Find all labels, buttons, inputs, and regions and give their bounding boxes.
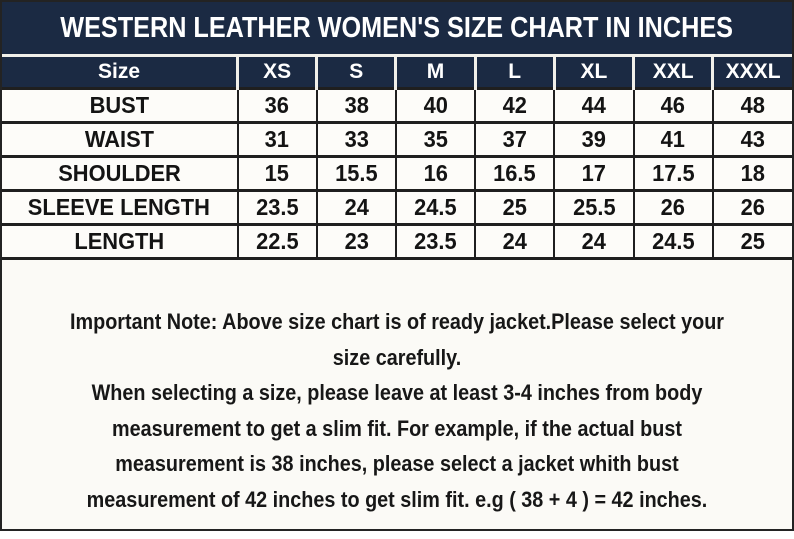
row-label	[2, 89, 238, 123]
table-cell	[396, 191, 475, 225]
table-cell	[238, 225, 317, 259]
table-cell	[634, 225, 713, 259]
cell-value: 37	[502, 126, 527, 152]
cell-value: 24.5	[651, 228, 695, 254]
table-cell	[238, 157, 317, 191]
cell-value: 24	[344, 194, 369, 220]
table-cell	[554, 157, 633, 191]
header-cell-size: Size	[2, 57, 238, 89]
chart-title-bar	[2, 2, 792, 57]
row-label	[2, 123, 238, 157]
cell-value: 41	[660, 126, 686, 152]
table-cell	[475, 191, 554, 225]
table-cell	[238, 89, 317, 123]
table-cell	[634, 157, 713, 191]
cell-value: 44	[581, 92, 607, 118]
table-cell	[238, 191, 317, 225]
note-line-1: Important Note: Above size chart is of ready jacket.Please select your	[69, 309, 724, 334]
important-note	[2, 304, 792, 517]
cell-value: 18	[740, 160, 766, 186]
table-cell	[713, 123, 792, 157]
table-row-sleeve-length	[2, 191, 792, 225]
row-label	[2, 157, 238, 191]
row-label	[2, 225, 238, 259]
header-cell-xl: XL	[554, 57, 633, 89]
cell-value: 38	[344, 92, 369, 118]
cell-value: 36	[264, 92, 290, 118]
table-row-waist	[2, 123, 792, 157]
table-cell	[554, 89, 633, 123]
table-cell	[554, 123, 633, 157]
cell-value: 43	[740, 126, 766, 152]
table-cell	[317, 89, 396, 123]
note-line-2: size carefully.	[332, 344, 462, 370]
chart-title: WESTERN LEATHER WOMEN'S SIZE CHART IN INCHES	[60, 11, 734, 44]
table-cell	[238, 123, 317, 157]
table-cell	[317, 191, 396, 225]
table-cell	[475, 225, 554, 259]
table-cell	[396, 123, 475, 157]
row-label-text: WAIST	[84, 126, 154, 152]
cell-value: 26	[660, 194, 686, 220]
cell-value: 42	[502, 92, 527, 118]
cell-value: 31	[264, 126, 290, 152]
cell-value: 23	[344, 228, 369, 254]
header-cell-xs: XS	[238, 57, 317, 89]
table-cell	[396, 89, 475, 123]
cell-value: 16.5	[493, 160, 536, 186]
cell-value: 15.5	[335, 160, 378, 186]
cell-value: 24	[581, 228, 607, 254]
table-row-shoulder	[2, 157, 792, 191]
table-cell	[713, 89, 792, 123]
row-label	[2, 191, 238, 225]
table-cell	[713, 225, 792, 259]
size-table-body	[2, 89, 792, 259]
cell-value: 25	[502, 194, 527, 220]
note-line-5: measurement is 38 inches, please select a jacket whith bust	[115, 451, 679, 476]
row-label-text: SLEEVE LENGTH	[28, 194, 211, 220]
cell-value: 15	[264, 160, 290, 186]
cell-value: 48	[740, 92, 766, 118]
table-cell	[317, 123, 396, 157]
table-cell	[713, 191, 792, 225]
table-row-length	[2, 225, 792, 259]
table-cell	[634, 89, 713, 123]
table-cell	[317, 225, 396, 259]
cell-value: 46	[660, 92, 686, 118]
table-cell	[475, 157, 554, 191]
cell-value: 26	[740, 194, 766, 220]
cell-value: 25	[740, 228, 766, 254]
note-line-6: measurement of 42 inches to get slim fit. e.g ( 38 + 4 ) = 42 inches.	[86, 486, 708, 512]
header-cell-l: L	[475, 57, 554, 89]
cell-value: 17.5	[651, 160, 695, 186]
cell-value: 39	[581, 126, 607, 152]
cell-value: 33	[344, 126, 369, 152]
header-cell-xxxl: XXXL	[713, 57, 792, 89]
note-line-3: When selecting a size, please leave at least 3-4 inches from body	[91, 380, 703, 405]
header-cell-xxl: XXL	[634, 57, 713, 89]
table-cell	[713, 157, 792, 191]
table-cell	[475, 89, 554, 123]
table-row-bust	[2, 89, 792, 123]
row-label-text: BUST	[89, 92, 149, 118]
header-cell-s: S	[317, 57, 396, 89]
table-cell	[634, 123, 713, 157]
header-cell-m: M	[396, 57, 475, 89]
size-table	[2, 57, 792, 260]
table-cell	[554, 191, 633, 225]
size-table-head	[2, 57, 792, 89]
cell-value: 40	[423, 92, 448, 118]
row-label-text: SHOULDER	[57, 160, 181, 186]
cell-value: 25.5	[572, 194, 616, 220]
table-cell	[396, 157, 475, 191]
table-cell	[634, 191, 713, 225]
table-cell	[317, 157, 396, 191]
cell-value: 23.5	[414, 228, 457, 254]
cell-value: 16	[423, 160, 448, 186]
table-cell	[396, 225, 475, 259]
cell-value: 24.5	[414, 194, 457, 220]
cell-value: 35	[423, 126, 448, 152]
cell-value: 23.5	[255, 194, 299, 220]
table-cell	[554, 225, 633, 259]
cell-value: 17	[581, 160, 607, 186]
row-label-text: LENGTH	[74, 228, 165, 254]
cell-value: 24	[502, 228, 527, 254]
note-line-4: measurement to get a slim fit. For example, if the actual bust	[112, 415, 682, 441]
table-cell	[475, 123, 554, 157]
cell-value: 22.5	[255, 228, 299, 254]
size-header-row	[2, 57, 792, 89]
